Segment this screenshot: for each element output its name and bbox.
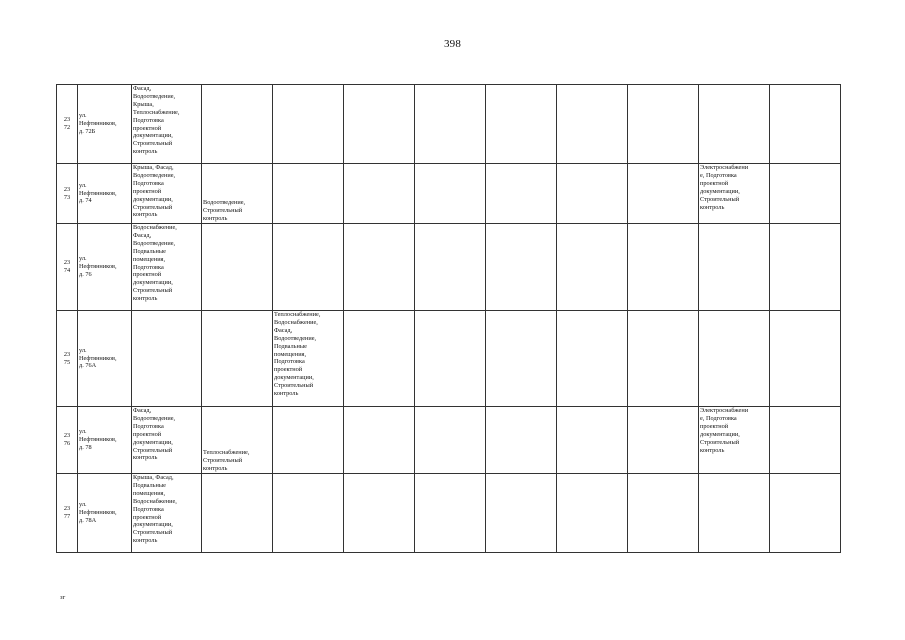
address-line: ул. xyxy=(79,501,87,509)
work-cell xyxy=(132,311,202,407)
row-number xyxy=(57,407,78,474)
work-cell: Электроснабжени е, Подготовка проектной документации, Строительный контроль xyxy=(699,164,770,224)
address-line: ул. xyxy=(79,255,87,263)
work-cell xyxy=(415,311,486,407)
row-number xyxy=(57,164,78,224)
work-cell xyxy=(344,164,415,224)
work-cell xyxy=(202,224,273,311)
address-line: ул. xyxy=(79,181,87,189)
work-cell xyxy=(628,164,699,224)
work-cell xyxy=(202,85,273,164)
work-cell xyxy=(699,224,770,311)
table-row xyxy=(57,224,841,311)
address-line: Нефтянников, xyxy=(79,509,117,517)
work-cell: Водоотведение, Строительный контроль xyxy=(202,164,273,224)
address-line: Нефтянников, xyxy=(79,354,117,362)
work-cell xyxy=(699,311,770,407)
work-cell xyxy=(415,474,486,553)
work-cell xyxy=(273,85,344,164)
address-cell xyxy=(78,164,132,224)
work-cell xyxy=(628,85,699,164)
address-line: ул. xyxy=(79,428,87,436)
address-cell xyxy=(78,85,132,164)
row-number xyxy=(57,224,78,311)
row-number-part: 23 xyxy=(63,116,71,124)
address-line: д. 78А xyxy=(79,516,97,524)
work-cell xyxy=(628,474,699,553)
work-cell xyxy=(557,407,628,474)
work-cell xyxy=(344,474,415,553)
work-cell: Водоснабжение, Фасад, Водоотведение, Подвальные помещения, Подготовка проектной документации, Строительный контроль xyxy=(132,224,202,311)
address-line: д. 78 xyxy=(79,443,92,451)
row-number-part: 23 xyxy=(63,259,71,267)
work-cell xyxy=(557,474,628,553)
work-cell xyxy=(628,407,699,474)
work-cell xyxy=(770,311,841,407)
footer-mark: зг xyxy=(60,594,66,601)
work-cell xyxy=(770,164,841,224)
table-row xyxy=(57,311,841,407)
address-cell xyxy=(78,311,132,407)
address-line: ул. xyxy=(79,112,87,120)
work-cell xyxy=(770,407,841,474)
row-number xyxy=(57,85,78,164)
row-number-part: 23 xyxy=(63,505,71,513)
work-cell xyxy=(486,164,557,224)
address-line: д. 74 xyxy=(79,197,92,205)
work-cell xyxy=(486,407,557,474)
work-cell xyxy=(770,224,841,311)
work-cell xyxy=(557,311,628,407)
work-cell xyxy=(415,164,486,224)
row-number-part: 75 xyxy=(63,358,71,366)
work-cell xyxy=(699,474,770,553)
row-number-part: 23 xyxy=(63,432,71,440)
address-line: Нефтянников, xyxy=(79,436,117,444)
work-cell xyxy=(273,164,344,224)
work-cell: Теплоснабжение, Водоснабжение, Фасад, Водоотведение, Подвальные помещения, Подготовка проектной документации, Строительный контроль xyxy=(273,311,344,407)
work-cell xyxy=(557,224,628,311)
table-row xyxy=(57,164,841,224)
work-cell: Электроснабжени е, Подготовка проектной документации, Строительный контроль xyxy=(699,407,770,474)
work-cell xyxy=(415,407,486,474)
work-cell xyxy=(344,407,415,474)
work-cell xyxy=(770,85,841,164)
work-cell xyxy=(486,474,557,553)
work-cell: Крыша, Фасад, Водоотведение, Подготовка проектной документации, Строительный контроль xyxy=(132,164,202,224)
work-cell xyxy=(415,224,486,311)
row-number xyxy=(57,311,78,407)
address-line: д. 76 xyxy=(79,270,92,278)
work-cell xyxy=(202,311,273,407)
row-number-part: 72 xyxy=(63,124,71,131)
address-cell xyxy=(78,474,132,553)
table-row xyxy=(57,407,841,474)
work-cell xyxy=(486,224,557,311)
address-line: Нефтянников, xyxy=(79,263,117,271)
address-line: д. 72Б xyxy=(79,127,96,135)
row-number xyxy=(57,474,78,553)
work-cell xyxy=(628,311,699,407)
work-cell: Крыша, Фасад, Подвальные помещения, Водоснабжение, Подготовка проектной документации, Строительный контроль xyxy=(132,474,202,553)
row-number-part: 77 xyxy=(63,513,71,520)
work-cell xyxy=(486,85,557,164)
work-cell xyxy=(557,164,628,224)
work-cell xyxy=(628,224,699,311)
row-number-part: 23 xyxy=(63,350,71,358)
address-cell xyxy=(78,407,132,474)
table-row xyxy=(57,85,841,164)
work-cell xyxy=(770,474,841,553)
address-line: д. 76А xyxy=(79,362,97,370)
work-cell xyxy=(273,407,344,474)
address-cell xyxy=(78,224,132,311)
repair-schedule-table xyxy=(56,84,841,553)
work-cell xyxy=(557,85,628,164)
work-cell xyxy=(273,474,344,553)
address-line: ул. xyxy=(79,346,87,354)
row-number-part: 23 xyxy=(63,185,71,193)
row-number-part: 74 xyxy=(63,267,71,274)
work-cell xyxy=(273,224,344,311)
work-cell xyxy=(486,311,557,407)
work-cell xyxy=(344,224,415,311)
work-cell xyxy=(344,311,415,407)
work-cell xyxy=(344,85,415,164)
table-row xyxy=(57,474,841,553)
address-line: Нефтянников, xyxy=(79,189,117,197)
row-number-part: 76 xyxy=(63,440,71,447)
address-line: Нефтянников, xyxy=(79,120,117,128)
work-cell: Теплоснабжение, Строительный контроль xyxy=(202,407,273,474)
work-cell: Фасад, Водоотведение, Крыша, Теплоснабжение, Подготовка проектной документации, Строительный контроль xyxy=(132,85,202,164)
row-number-part: 73 xyxy=(63,193,71,201)
work-cell: Фасад, Водоотведение, Подготовка проектной документации, Строительный контроль xyxy=(132,407,202,474)
page-number: 398 xyxy=(443,38,462,50)
work-cell xyxy=(415,85,486,164)
work-cell xyxy=(202,474,273,553)
work-cell xyxy=(699,85,770,164)
